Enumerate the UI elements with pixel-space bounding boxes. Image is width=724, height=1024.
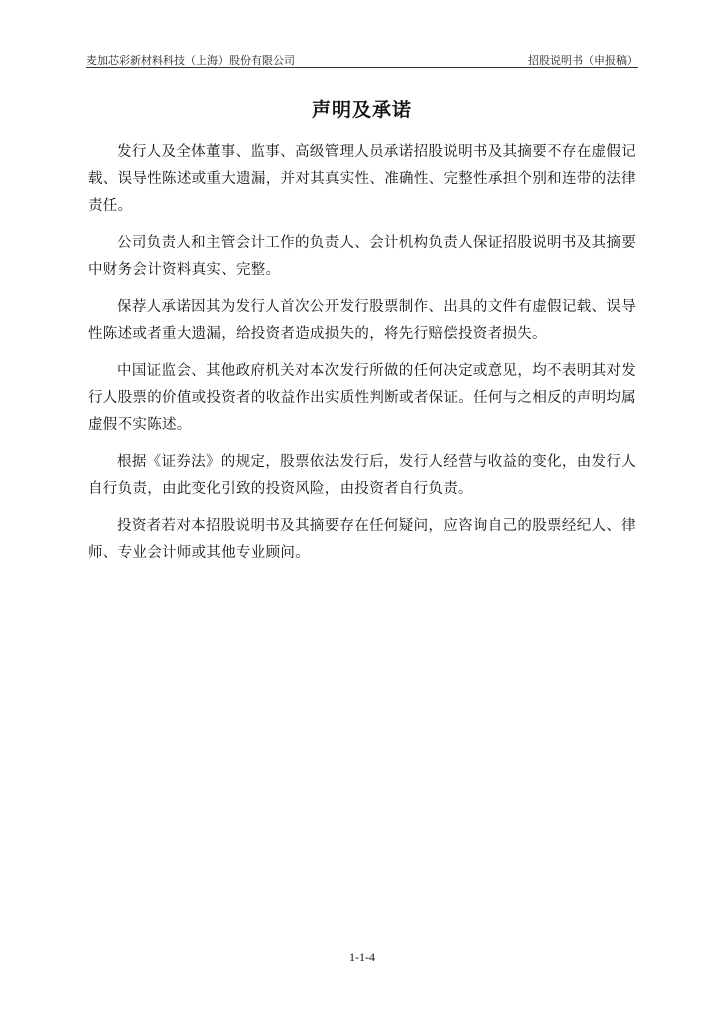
page-header [86,50,638,66]
paragraph-regulator-disclaimer: 中国证监会、其他政府机关对本次发行所做的任何决定或意见，均不表明其对发行人股票的价值或投资者的收益作出实质性判断或者保证。任何与之相反的声明均属虚假不实陈述。 [88,363,636,433]
paragraph-investment-risk: 根据《证券法》的规定，股票依法发行后，发行人经营与收益的变化，由发行人自行负责，由此变化引致的投资风险，由投资者自行负责。 [88,454,636,497]
document-body [88,139,636,577]
paragraph-consult-advisors: 投资者若对本招股说明书及其摘要存在任何疑问，应咨询自己的股票经纪人、律师、专业会计师或其他专业顾问。 [88,518,636,561]
header-company-name: 麦加芯彩新材料科技（上海）股份有限公司 [86,54,295,67]
paragraph-issuer-commitment: 发行人及全体董事、监事、高级管理人员承诺招股说明书及其摘要不存在虚假记载、误导性陈述或重大遗漏，并对其真实性、准确性、完整性承担个别和连带的法律责任。 [88,144,636,214]
paragraph-sponsor-commitment: 保荐人承诺因其为发行人首次公开发行股票制作、出具的文件有虚假记载、误导性陈述或者重大遗漏，给投资者造成损失的，将先行赔偿投资者损失。 [88,299,636,342]
page-number: 1-1-4 [349,950,375,964]
paragraph-financial-accuracy: 公司负责人和主管会计工作的负责人、会计机构负责人保证招股说明书及其摘要中财务会计资料真实、完整。 [88,235,636,278]
header-divider [86,67,638,68]
header-document-type: 招股说明书（申报稿） [528,54,638,67]
page-title: 声明及承诺 [311,99,412,121]
